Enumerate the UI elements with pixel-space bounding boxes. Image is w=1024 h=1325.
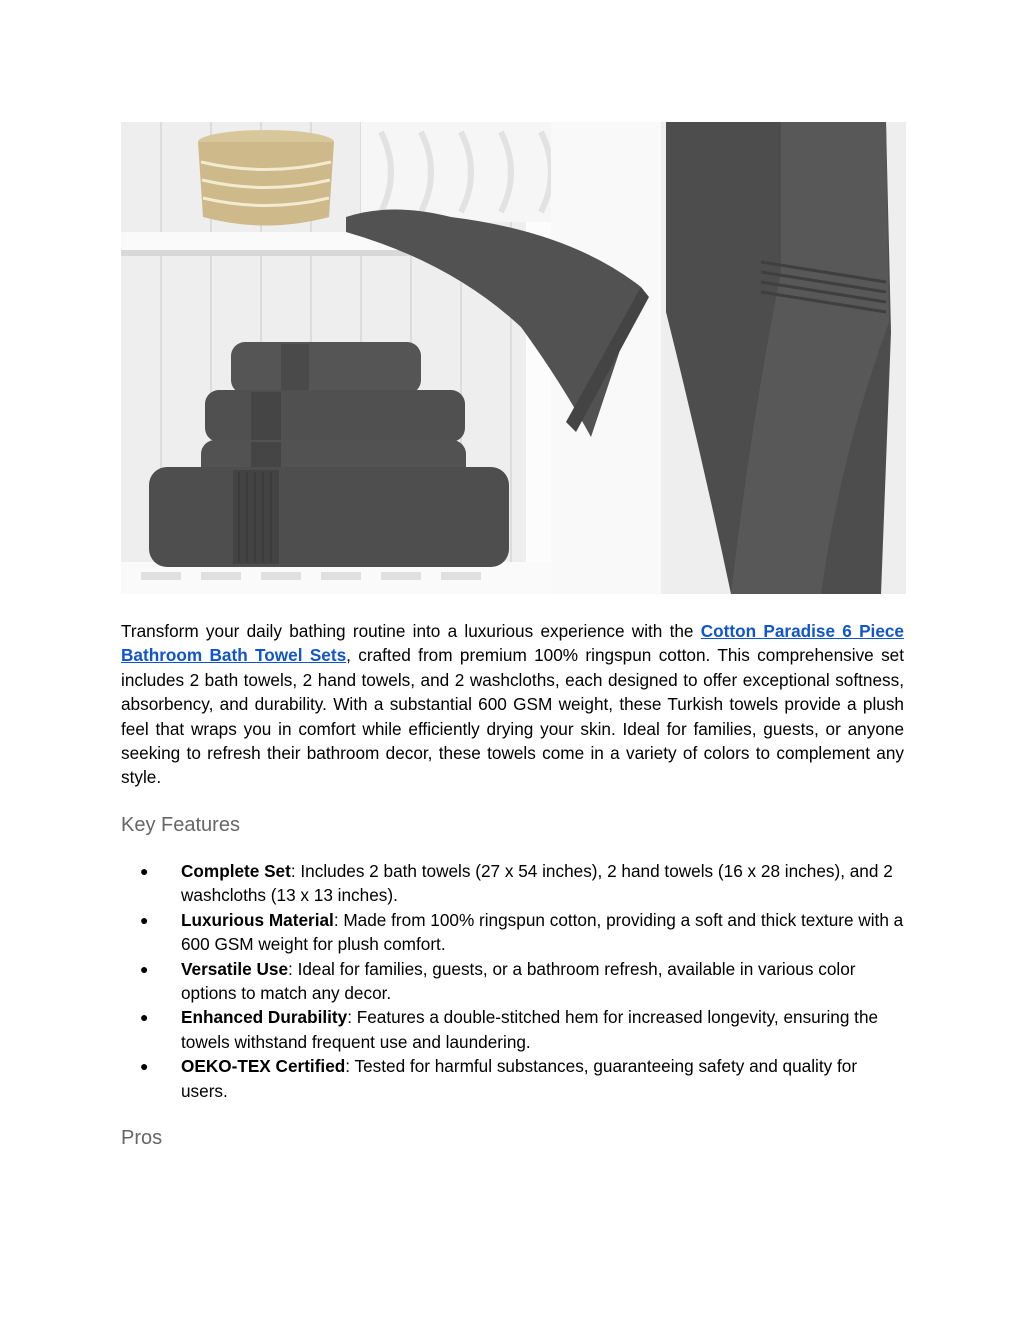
feature-text: : Features a double-stitched hem for increased longevity, ensuring the towels withstand frequent use and laundering. — [181, 1007, 879, 1052]
feature-title: Versatile Use — [181, 958, 289, 979]
list-item — [121, 908, 904, 957]
intro-text-after-link: , crafted from premium 100% ringspun cotton. This comprehensive set includes 2 bath towels, 2 hand towels, and 2 washcloths, each designed to offer exceptional softness, absorbency, and durability. With a substantial 600 GSM weight, these Turkish towels provide a plush feel that wraps you in comfort while efficiently drying your skin. Ideal for families, guests, or anyone seeking to refresh their bathroom decor, these towels come in a variety of colors to complement any style. — [121, 645, 904, 788]
feature-title: Enhanced Durability — [181, 1007, 348, 1028]
pros-heading: Pros — [121, 1127, 163, 1149]
list-item — [121, 859, 904, 908]
feature-title: Luxurious Material — [181, 909, 334, 930]
list-item — [121, 957, 904, 1006]
feature-text: : Includes 2 bath towels (27 x 54 inches), 2 hand towels (16 x 28 inches), and 2 washcloths (13 x 13 inches). — [181, 861, 893, 906]
feature-title: Complete Set — [181, 861, 291, 881]
bullet-icon: ● — [140, 1058, 149, 1075]
product-link[interactable]: Cotton Paradise 6 Piece Bathroom Bath Towel Sets — [121, 621, 904, 666]
key-features-list — [121, 859, 904, 1103]
list-item — [121, 1005, 904, 1054]
bullet-icon: ● — [140, 863, 149, 879]
intro-text-before-link: Transform your daily bathing routine into a luxurious experience with the — [121, 621, 701, 641]
bullet-icon: ● — [140, 1009, 149, 1026]
product-hero-image — [121, 122, 906, 594]
feature-text: : Tested for harmful substances, guaranteeing safety and quality for users. — [181, 1056, 858, 1101]
feature-text: : Ideal for families, guests, or a bathroom refresh, available in various color options to match any decor. — [181, 958, 856, 1004]
bullet-icon: ● — [140, 960, 149, 977]
feature-text: : Made from 100% ringspun cotton, providing a soft and thick texture with a 600 GSM weight for plush comfort. — [181, 909, 904, 955]
intro-paragraph — [121, 619, 904, 790]
bullet-icon: ● — [140, 911, 149, 928]
list-item — [121, 1054, 904, 1103]
feature-title: OEKO-TEX Certified — [181, 1056, 346, 1077]
key-features-heading: Key Features — [121, 814, 240, 836]
